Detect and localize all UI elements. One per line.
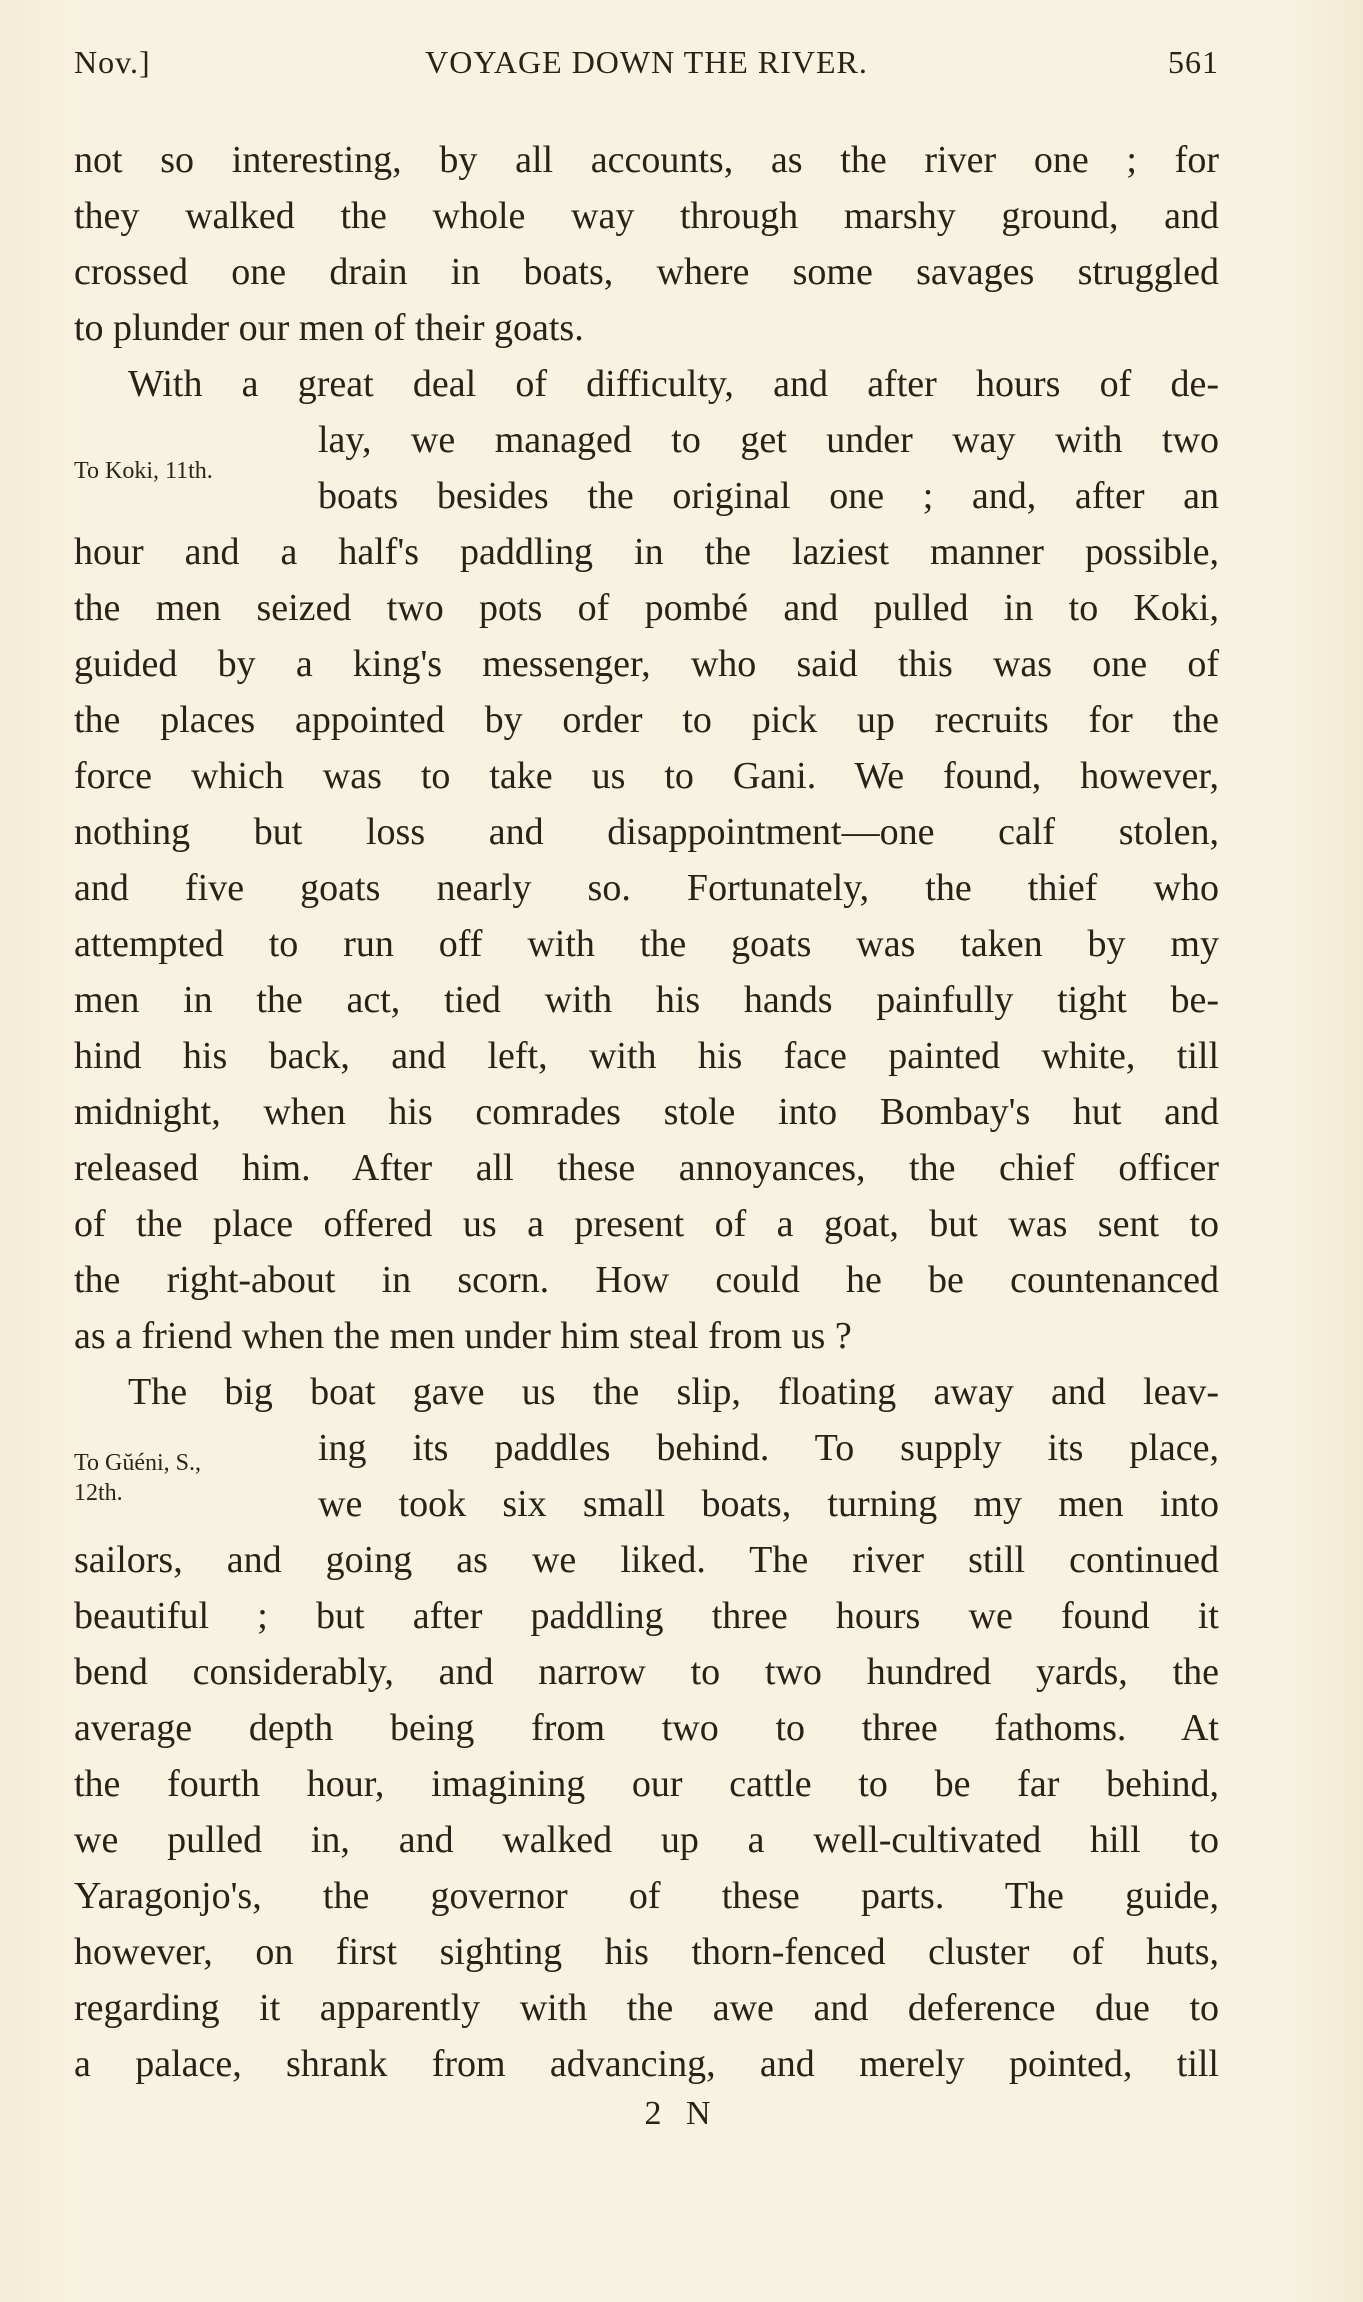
text-line: to plunder our men of their goats. [74,307,584,349]
text-line: The big boat gave us the slip, floating away and leav- [128,1371,1219,1413]
text-line: midnight, when his comrades stole into Bombay's hut and [74,1091,1219,1133]
text-line: hour and a half's paddling in the laziest manner possible, [74,531,1219,573]
text-line: we took six small boats, turning my men into [318,1483,1219,1525]
margin-note-koki [74,456,213,486]
running-header [74,44,1219,94]
margin-note-gueni [74,1448,201,1508]
page-number: 561 [1168,44,1219,80]
margin-note-line: To Koki, 11th. [74,458,213,484]
text-line: of the place offered us a present of a goat, but was sent to [74,1203,1219,1245]
text-line: ing its paddles behind. To supply its place, [318,1427,1219,1469]
text-line: Yaragonjo's, the governor of these parts. The guide, [74,1875,1219,1917]
text-line: With a great deal of difficulty, and after hours of de- [128,363,1219,405]
text-line: a palace, shrank from advancing, and merely pointed, till [74,2043,1219,2085]
text-line: the men seized two pots of pombé and pulled in to Koki, [74,587,1219,629]
text-line: men in the act, tied with his hands painfully tight be- [74,979,1219,1021]
text-line: nothing but loss and disappointment—one calf stolen, [74,811,1219,853]
text-line: boats besides the original one ; and, after an [318,475,1219,517]
header-title: VOYAGE DOWN THE RIVER. [425,44,868,80]
text-line: they walked the whole way through marshy ground, and [74,195,1219,237]
text-line: crossed one drain in boats, where some savages struggled [74,251,1219,293]
text-line: average depth being from two to three fathoms. At [74,1707,1219,1749]
text-line: the places appointed by order to pick up recruits for the [74,699,1219,741]
signature-mark: 2 N [644,2095,719,2132]
text-line: the fourth hour, imagining our cattle to be far behind, [74,1763,1219,1805]
text-line: force which was to take us to Gani. We found, however, [74,755,1219,797]
text-line: we pulled in, and walked up a well-cultivated hill to [74,1819,1219,1861]
text-line: not so interesting, by all accounts, as the river one ; for [74,139,1219,181]
text-line: released him. After all these annoyances, the chief officer [74,1147,1219,1189]
text-line: the right-about in scorn. How could he be countenanced [74,1259,1219,1301]
text-line: attempted to run off with the goats was taken by my [74,923,1219,965]
margin-note-line: To Gŭéni, S., [74,1450,201,1476]
text-line: beautiful ; but after paddling three hours we found it [74,1595,1219,1637]
text-line: and five goats nearly so. Fortunately, the thief who [74,867,1219,909]
text-line: regarding it apparently with the awe and deference due to [74,1987,1219,2029]
text-line: however, on first sighting his thorn-fenced cluster of huts, [74,1931,1219,1973]
text-line: bend considerably, and narrow to two hundred yards, the [74,1651,1219,1693]
text-line: sailors, and going as we liked. The river still continued [74,1539,1219,1581]
header-month: Nov.] [74,44,151,80]
text-line: hind his back, and left, with his face painted white, till [74,1035,1219,1077]
text-line: as a friend when the men under him steal from us ? [74,1315,852,1357]
text-line: guided by a king's messenger, who said this was one of [74,643,1219,685]
margin-note-line: 12th. [74,1480,123,1506]
text-line: lay, we managed to get under way with two [318,419,1219,461]
